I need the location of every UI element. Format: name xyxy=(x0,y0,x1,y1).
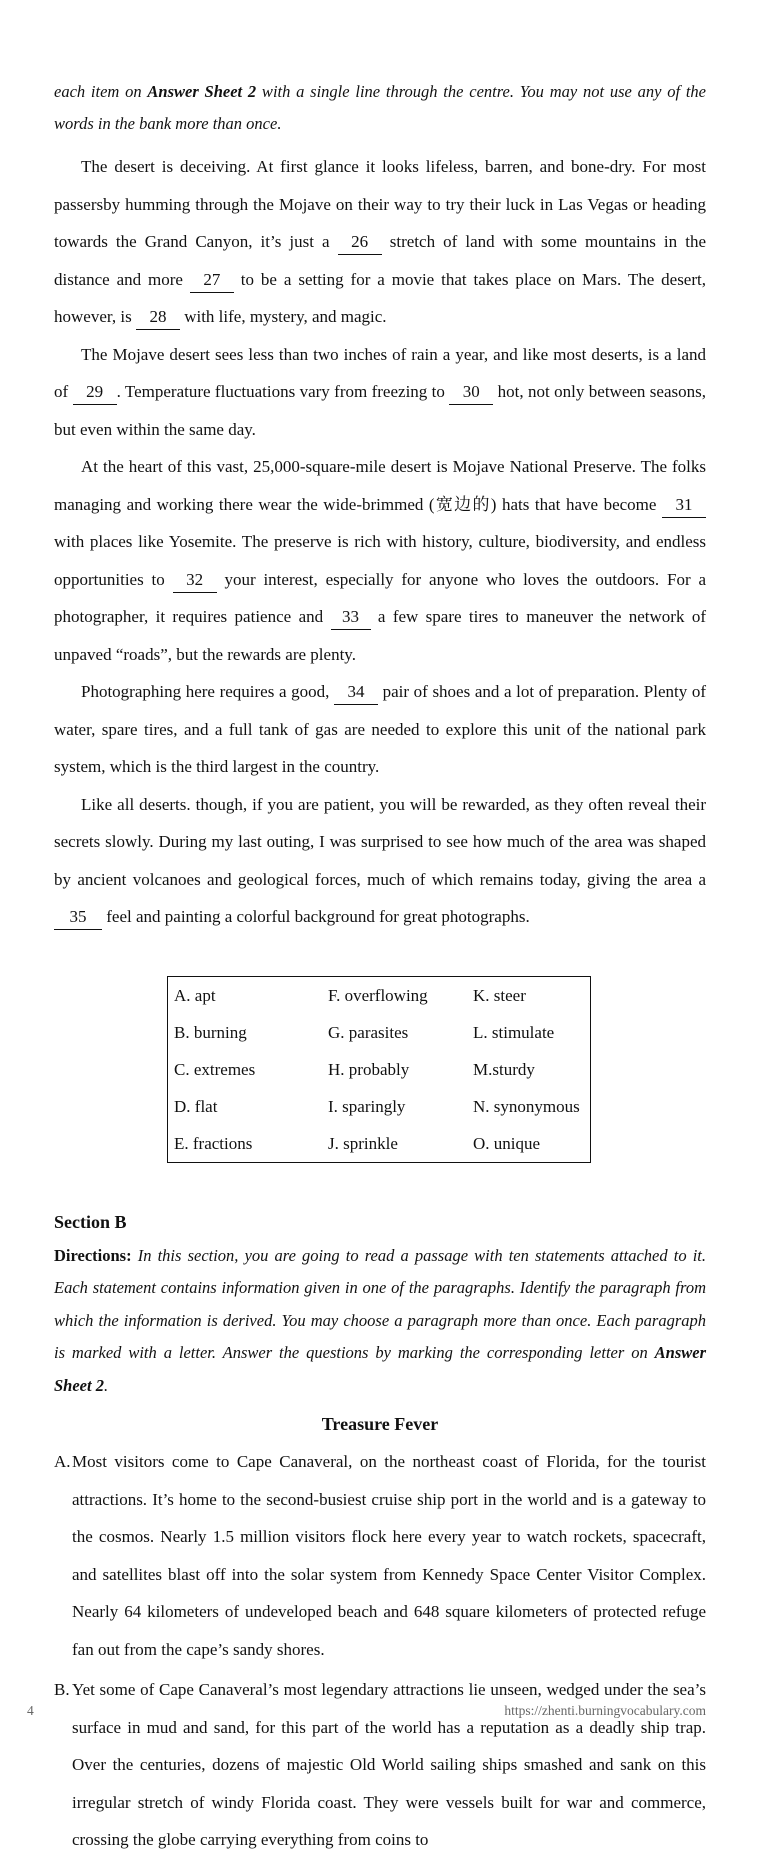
paragraph-text: Like all deserts. though, if you are patient, you will be rewarded, as they often reveal their secrets slowly. During my last outing, I was surprised to see how much of the area was shaped by ancient volcanoes and geological forces, much of which remains today, giving the area a xyxy=(54,794,706,889)
passage-paragraph-4 xyxy=(54,673,706,786)
passage-title: Treasure Fever xyxy=(321,1414,439,1434)
blank-30[interactable]: 30 xyxy=(449,380,493,405)
passage-item-a xyxy=(54,1443,706,1668)
word-bank-row xyxy=(168,1014,591,1051)
word-bank-option: B. burning xyxy=(174,1022,247,1042)
word-bank-option: L. stimulate xyxy=(473,1022,555,1042)
word-bank-option: K. steer xyxy=(473,985,526,1005)
blank-29[interactable]: 29 xyxy=(73,380,117,405)
passage-paragraph-3 xyxy=(54,448,706,673)
paragraph-text: At the heart of this vast, 25,000-square-mile desert is Mojave National Preserve. The folks managing and working there wear the wide-brimmed (宽边的) hats that have become xyxy=(54,457,706,514)
directions-label: Directions: xyxy=(54,1245,132,1265)
word-bank-option: H. probably xyxy=(328,1059,410,1079)
item-text: Yet some of Cape Canaveral’s most legendary attractions lie unseen, wedged under the sea’s surface in mud and sand, for this part of the world has a reputation as a deadly ship trap. Over the centuries, dozens of majestic Old World sailing ships smashed and sank on this irregular stretch of windy Florida coast. They were vessels built for war and commerce, crossing the globe carrying everything from coins to xyxy=(72,1680,706,1849)
passage-paragraph-5 xyxy=(54,786,706,936)
paragraph-text: your interest, especially for anyone who loves the outdoors. For a photographer, it requires patience and xyxy=(54,569,706,626)
word-bank-table xyxy=(167,976,591,1163)
exam-page xyxy=(54,76,706,1859)
section-b-directions xyxy=(54,1240,706,1403)
blank-27[interactable]: 27 xyxy=(190,268,234,293)
paragraph-text: Photographing here requires a good, xyxy=(81,682,334,701)
blank-31[interactable]: 31 xyxy=(662,493,706,518)
paragraph-text: The desert is deceiving. At first glance it looks lifeless, barren, and bone-dry. For most passersby humming through the Mojave on their way to try their luck in Las Vegas or heading towards the Grand Canyon, it’s just a xyxy=(54,157,706,251)
word-bank-option: A. apt xyxy=(174,985,216,1005)
word-bank-option: O. unique xyxy=(473,1133,541,1153)
item-text: Most visitors come to Cape Canaveral, on the northeast coast of Florida, for the tourist attractions. It’s home to the second-busiest cruise ship port in the world and is a gateway to the cosmos. Nearly 1.5 million visitors flock here every year to watch rockets, spacecraft, and satellites blast off into the solar system from Kennedy Space Center Visitor Complex. Nearly 64 kilometers of undeveloped beach and 648 square kilometers of protected refuge fan out from the cape’s sandy shores. xyxy=(72,1452,706,1659)
word-bank-option: G. parasites xyxy=(328,1022,409,1042)
blank-35[interactable]: 35 xyxy=(54,905,102,930)
blank-33[interactable]: 33 xyxy=(331,605,371,630)
word-bank-option: M.sturdy xyxy=(473,1059,535,1079)
word-bank-option: I. sparingly xyxy=(328,1096,406,1116)
passage-paragraph-2 xyxy=(54,336,706,449)
intro-text-end: with a single line through the centre. You may not use any of the words in the bank more than once. xyxy=(54,82,706,133)
paragraph-text: stretch of land with some mountains in the distance and more xyxy=(54,232,706,289)
word-bank-option: C. extremes xyxy=(174,1059,256,1079)
answer-sheet-ref: Answer Sheet 2 xyxy=(147,82,257,101)
source-url[interactable]: https://zhenti.burningvocabulary.com xyxy=(504,1703,706,1718)
section-b-title: Section B xyxy=(54,1211,127,1232)
paragraph-text: pair of shoes and a lot of preparation. Plenty of water, spare tires, and a full tank of gas are needed to explore this unit of the national park system, which is the third largest in the country. xyxy=(54,682,706,776)
word-bank-row xyxy=(168,1051,591,1088)
word-bank-row xyxy=(168,1125,591,1163)
word-bank-option: D. flat xyxy=(174,1096,218,1116)
item-letter: B. xyxy=(54,1680,70,1699)
paragraph-text: with places like Yosemite. The preserve is rich with history, culture, biodiversity, and endless opportunities to xyxy=(54,532,706,589)
blank-32[interactable]: 32 xyxy=(173,568,217,593)
passage-paragraph-1 xyxy=(54,148,706,336)
word-bank-row xyxy=(168,976,591,1014)
blank-26[interactable]: 26 xyxy=(338,230,382,255)
paragraph-text: a few spare tires to maneuver the network of unpaved “roads”, but the rewards are plenty. xyxy=(54,607,707,664)
intro-text: each item on xyxy=(54,82,148,101)
word-bank-option: N. synonymous xyxy=(473,1096,580,1116)
word-bank-option: J. sprinkle xyxy=(328,1133,398,1153)
blank-28[interactable]: 28 xyxy=(136,305,180,330)
paragraph-text: . Temperature fluctuations vary from freezing to xyxy=(116,382,450,401)
word-bank-row xyxy=(168,1088,591,1125)
paragraph-text: with life, mystery, and magic. xyxy=(179,307,387,326)
paragraph-text: The Mojave desert sees less than two inches of rain a year, and like most deserts, is a land of xyxy=(54,344,706,401)
paragraph-text: feel and painting a colorful background for great photographs. xyxy=(102,907,530,926)
answer-sheet-ref: Answer Sheet 2 xyxy=(54,1343,706,1395)
blank-34[interactable]: 34 xyxy=(334,680,378,705)
page-number: 4 xyxy=(27,1703,34,1718)
directions-end: . xyxy=(103,1375,109,1395)
section-a-instructions-tail xyxy=(54,76,706,140)
word-bank-option: F. overflowing xyxy=(328,985,428,1005)
passage-item-b xyxy=(54,1671,706,1859)
directions-text: In this section, you are going to read a passage with ten statements attached to it. Each statement contains information given in one of the paragraphs. Identify the paragraph from which the information is derived. You may choose a paragraph more than once. Each paragraph is marked with a letter. Answer the questions by marking the corresponding letter on xyxy=(54,1245,706,1362)
item-letter: A. xyxy=(54,1452,71,1471)
word-bank-option: E. fractions xyxy=(174,1133,253,1153)
paragraph-text: to be a setting for a movie that takes place on Mars. The desert, however, is xyxy=(54,269,706,326)
paragraph-text: hot, not only between seasons, but even within the same day. xyxy=(54,382,706,439)
